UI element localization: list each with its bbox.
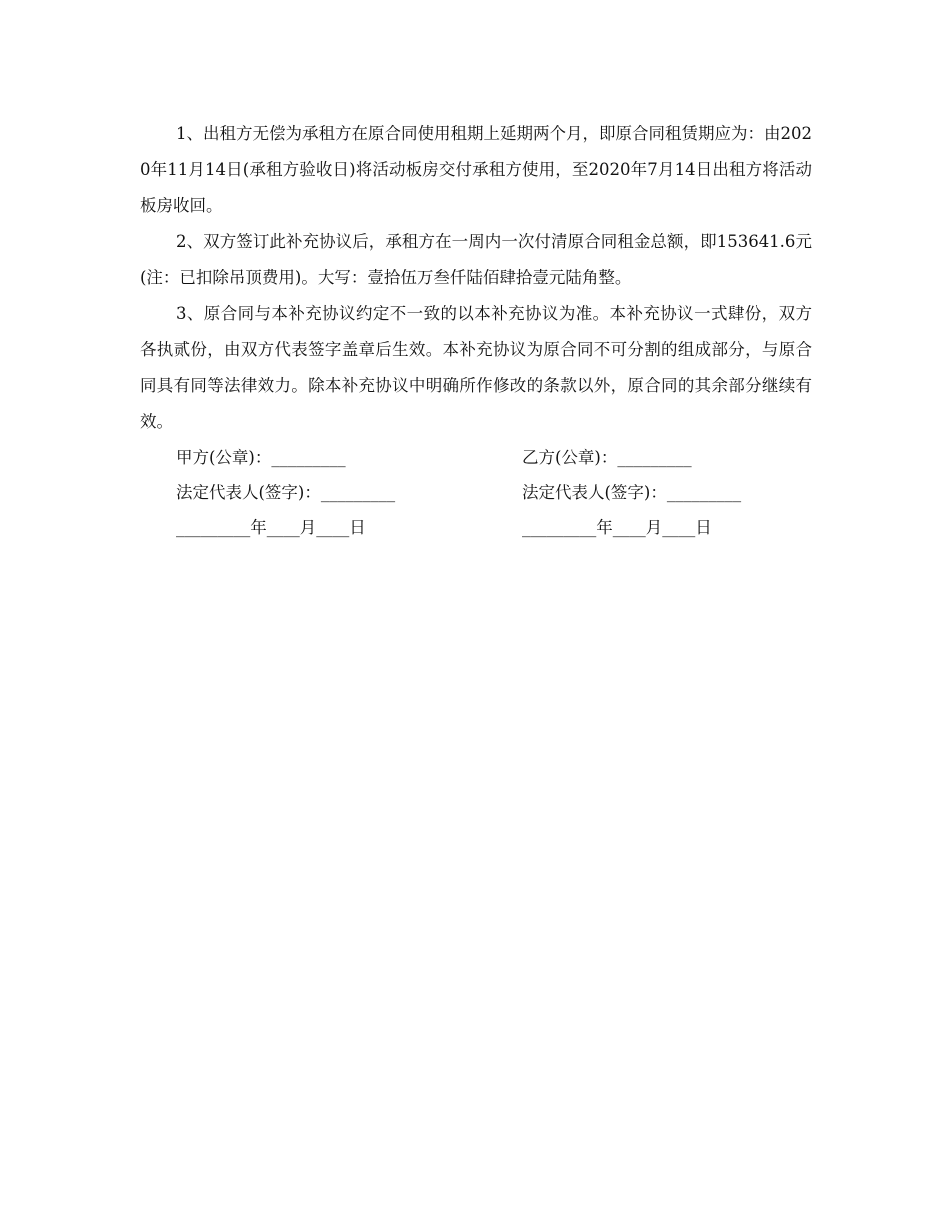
party-b-date: _________年____月____日 [522,518,712,537]
clause-3: 3、原合同与本补充协议约定不一致的以本补充协议为准。本补充协议一式肆份，双方各执贰份，由双方代表签字盖章后生效。本补充协议为原合同不可分割的组成部分，与原合同具有同等法律效力。除本补充协议中明确所作修改的条款以外，原合同的其余部分继续有效。 [140,304,812,431]
party-b-seal: 乙方(公章)：_________ [522,448,692,467]
signature-row-date [140,510,812,545]
signature-block [140,440,812,545]
party-b-representative: 法定代表人(签字)：_________ [522,483,742,502]
clause-2: 2、双方签订此补充协议后，承租方在一周内一次付清原合同租金总额，即153641.6元(注：已扣除吊顶费用)。大写：壹拾伍万叁仟陆佰肆拾壹元陆角整。 [140,232,812,287]
signature-row-seal [140,440,812,475]
party-a-representative: 法定代表人(签字)：_________ [176,483,396,502]
clause-1: 1、出租方无偿为承租方在原合同使用租期上延期两个月，即原合同租赁期应为：由2020年11月14日(承租方验收日)将活动板房交付承租方使用，至2020年7月14日出租方将活动板房收回。 [140,124,812,215]
party-a-date: _________年____月____日 [176,518,366,537]
document-body [140,116,812,545]
signature-row-representative [140,475,812,510]
party-a-seal: 甲方(公章)：_________ [176,448,346,467]
